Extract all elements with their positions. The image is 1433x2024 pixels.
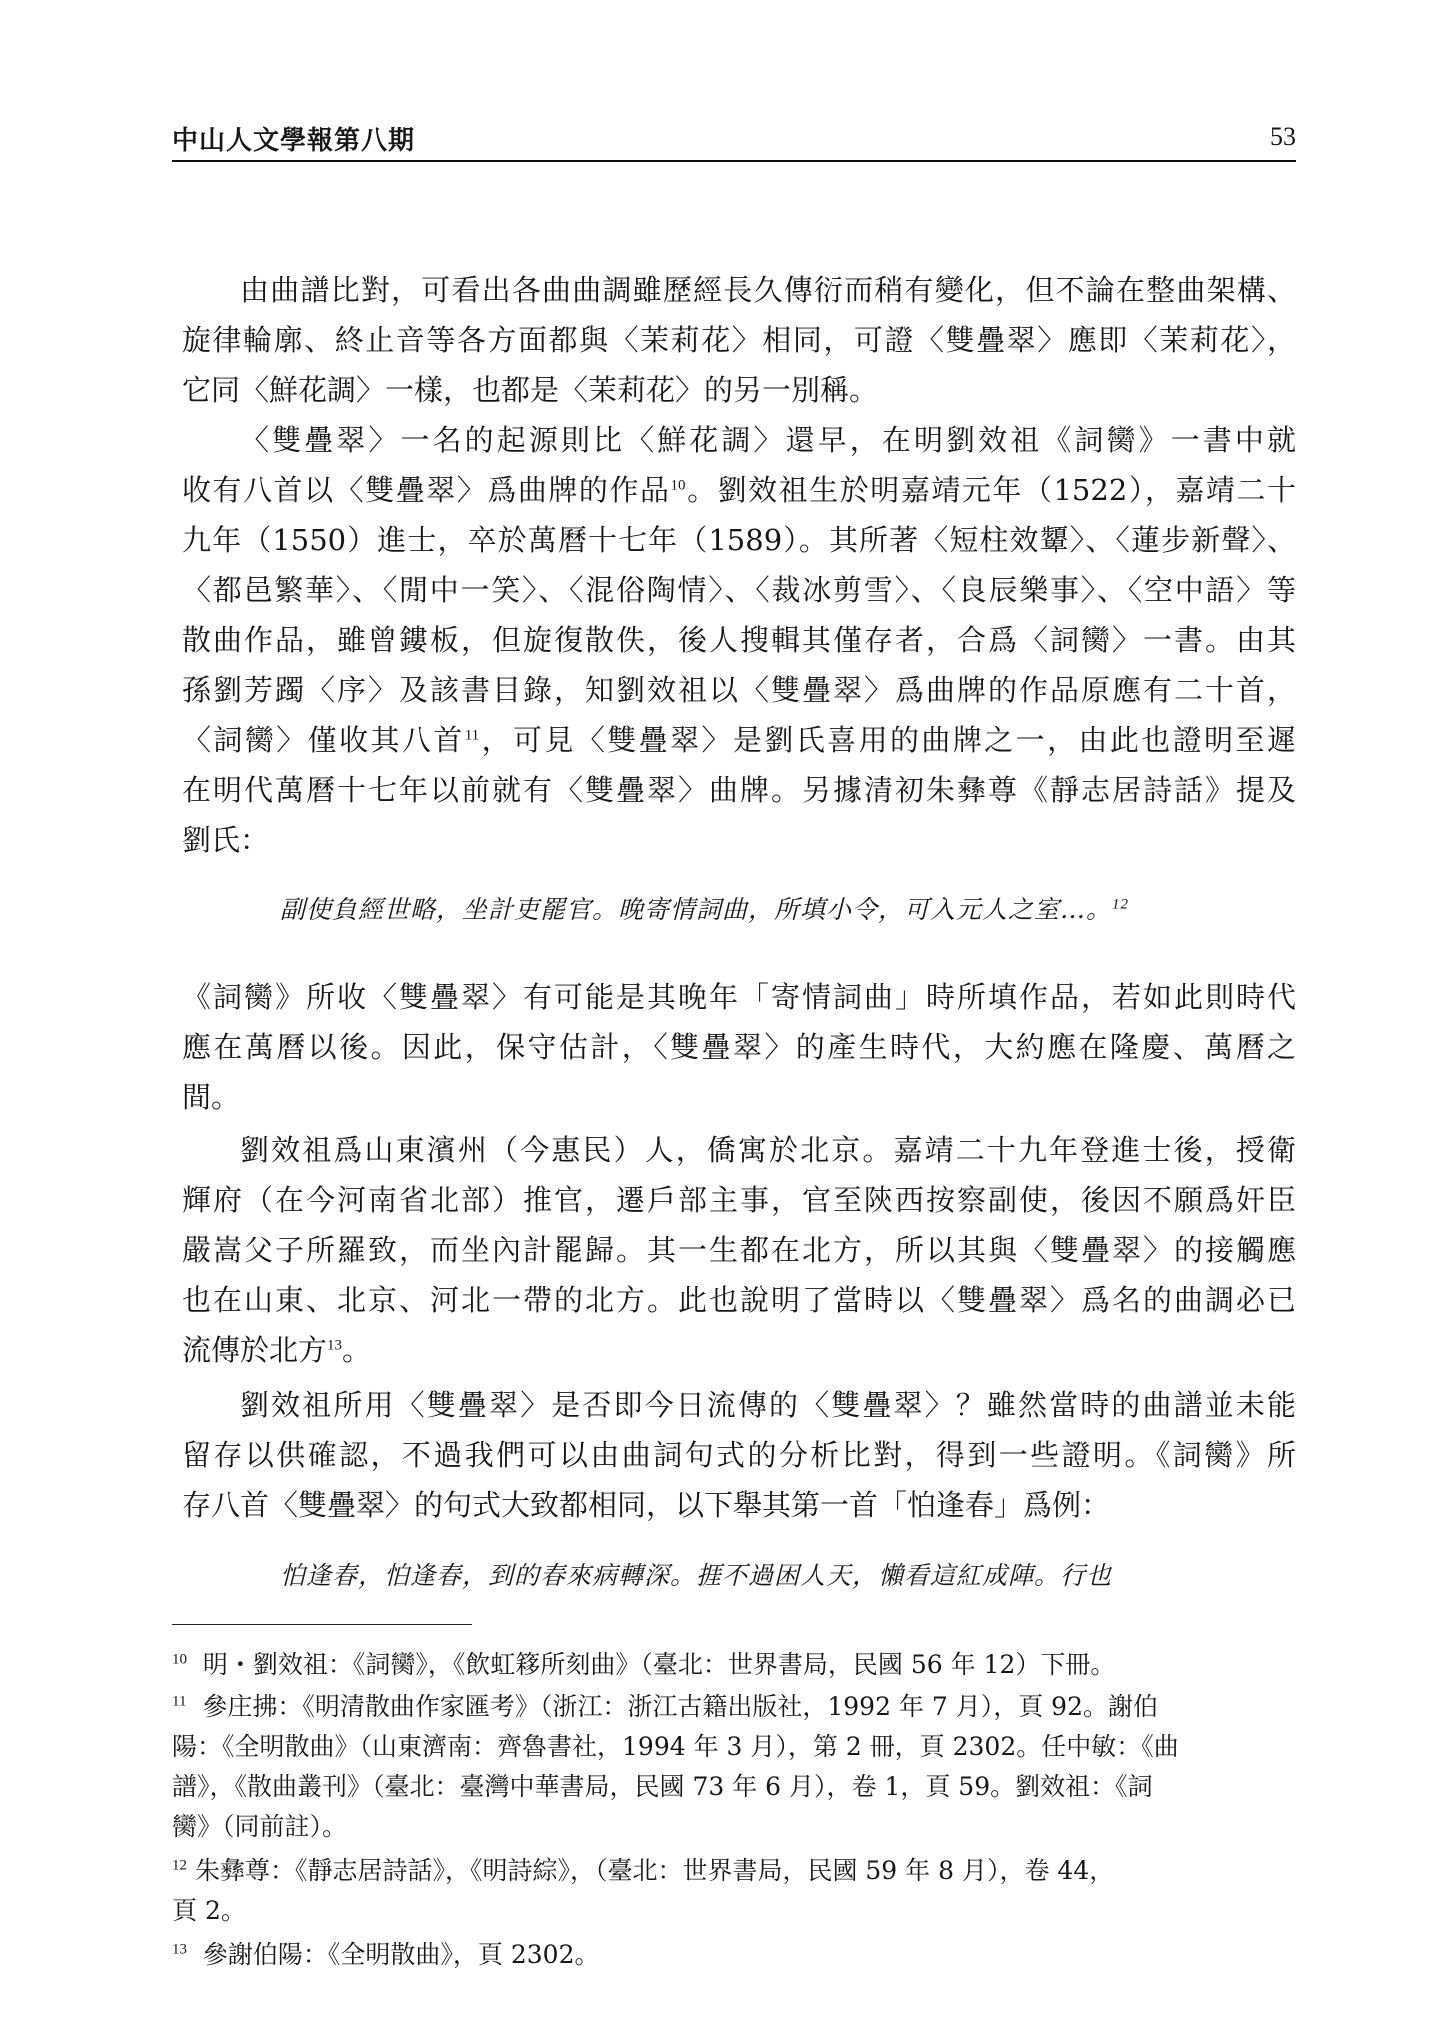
body-line: 留存以供確認，不過我們可以由曲詞句式的分析比對，得到一些證明。《詞臠》所 bbox=[182, 1438, 1296, 1472]
body-line: 〈都邑繁華〉、〈閒中一笑〉、〈混俗陶情〉、〈裁冰剪雪〉、〈良辰樂事〉、〈空中語〉等 bbox=[182, 573, 1296, 607]
footnote-11-line: 臠》（同前註）。 bbox=[172, 1812, 348, 1841]
body-text: 。 bbox=[342, 1333, 372, 1367]
body-line: 它同〈鮮花調〉一樣，也都是〈茉莉花〉的另一別稱。 bbox=[182, 373, 879, 407]
footnote-rule bbox=[172, 1624, 472, 1625]
footnote-12 bbox=[172, 1852, 1296, 1890]
body-text: 〈詞臠〉僅收其八首 bbox=[182, 723, 465, 757]
body-line: 也在山東、北京、河北一帶的北方。此也說明了當時以〈雙疊翠〉爲名的曲調必已 bbox=[182, 1283, 1296, 1317]
body-line bbox=[182, 468, 1296, 512]
body-line: 孫劉芳躅〈序〉及該書目錄，知劉效祖以〈雙疊翠〉爲曲牌的作品原應有二十首， bbox=[182, 673, 1296, 707]
body-line bbox=[182, 718, 1296, 762]
body-line: 劉效祖所用〈雙疊翠〉是否即今日流傳的〈雙疊翠〉？雖然當時的曲譜並未能 bbox=[240, 1388, 1296, 1422]
body-line: 《詞臠》所收〈雙疊翠〉有可能是其晚年「寄情詞曲」時所填作品，若如此則時代 bbox=[182, 980, 1296, 1014]
page-number: 53 bbox=[1270, 122, 1296, 151]
body-line: 由曲譜比對，可看出各曲曲調雖歷經長久傳衍而稍有變化，但不論在整曲架構、 bbox=[240, 273, 1296, 307]
body-line: 劉效祖爲山東濱州（今惠民）人，僑寓於北京。嘉靖二十九年登進士後，授衛 bbox=[240, 1133, 1296, 1167]
footnote-number: 11 bbox=[172, 1693, 187, 1710]
header-rule bbox=[172, 160, 1296, 162]
body-text: 流傳於北方 bbox=[182, 1333, 328, 1367]
footnote-13 bbox=[172, 1936, 1296, 1974]
running-header bbox=[172, 120, 1296, 164]
body-line: 存八首〈雙疊翠〉的句式大致都相同，以下舉其第一首「怕逢春」爲例： bbox=[182, 1488, 1111, 1522]
body-line: 旋律輪廓、終止音等各方面都與〈茉莉花〉相同，可證〈雙疊翠〉應即〈茉莉花〉， bbox=[182, 323, 1296, 357]
footnote-number: 13 bbox=[172, 1941, 187, 1958]
footnote-text: 參謝伯陽：《全明散曲》，頁 2302。 bbox=[202, 1940, 600, 1969]
footnote-text: 明・劉效祖：《詞臠》，《飲虹簃所刻曲》（臺北：世界書局，民國 56 年 12）下冊。 bbox=[202, 1650, 1116, 1679]
footnote-11-line: 譜》，《散曲叢刊》（臺北：臺灣中華書局，民國 73 年 6 月），卷 1，頁 59。劉效祖：《詞 bbox=[172, 1772, 1153, 1801]
footnote-text: 參庄拂：《明清散曲作家匯考》（浙江：浙江古籍出版社，1992 年 7 月），頁 92。謝伯 bbox=[202, 1692, 1158, 1721]
body-line: 嚴嵩父子所羅致，而坐內計罷歸。其一生都在北方，所以其與〈雙疊翠〉的接觸應 bbox=[182, 1233, 1296, 1267]
body-line: 輝府（在今河南省北部）推官，遷戶部主事，官至陝西按察副使，後因不願爲奸臣 bbox=[182, 1183, 1296, 1217]
body-line: 散曲作品，雖曾鏤板，但旋復散佚，後人搜輯其僅存者，合爲〈詞臠〉一書。由其 bbox=[182, 623, 1296, 657]
footnote-11-line: 陽：《全明散曲》（山東濟南：齊魯書社，1994 年 3 月），第 2 冊，頁 2302。任中敏：《曲 bbox=[172, 1732, 1179, 1761]
block-quote: 怕逢春，怕逢春，到的春來病轉深。捱不過困人天，懶看這紅成陣。行也 bbox=[280, 1561, 1113, 1590]
body-line: 〈雙疊翠〉一名的起源則比〈鮮花調〉還早，在明劉效祖《詞臠》一書中就 bbox=[240, 423, 1296, 457]
footnote-ref-12: 12 bbox=[1112, 896, 1130, 913]
body-text: ，可見〈雙疊翠〉是劉氏喜用的曲牌之一，由此也證明至遲 bbox=[479, 723, 1296, 757]
footnote-10 bbox=[172, 1646, 1296, 1684]
body-line: 間。 bbox=[182, 1080, 241, 1114]
footnote-ref-13: 13 bbox=[327, 1337, 343, 1354]
journal-title: 中山人文學報第八期 bbox=[172, 126, 416, 156]
body-line: 應在萬曆以後。因此，保守估計，〈雙疊翠〉的產生時代，大約應在隆慶、萬曆之 bbox=[182, 1030, 1296, 1064]
footnote-11 bbox=[172, 1688, 1296, 1726]
footnote-ref-10: 10 bbox=[670, 477, 686, 494]
footnote-text: 朱彝尊：《靜志居詩話》，《明詩綜》，（臺北：世界書局，民國 59 年 8 月），卷 44， bbox=[194, 1856, 1115, 1885]
footnote-ref-11: 11 bbox=[464, 727, 480, 744]
body-line: 劉氏： bbox=[182, 823, 270, 857]
quote-text: 副使負經世略，坐計吏罷官。晚寄情詞曲，所填小令，可入元人之室…。 bbox=[280, 895, 1113, 924]
block-quote bbox=[280, 890, 1129, 930]
body-text: 收有八首以〈雙疊翠〉爲曲牌的作品 bbox=[182, 473, 671, 507]
footnote-number: 12 bbox=[172, 1857, 187, 1874]
body-text: 。劉效祖生於明嘉靖元年（1522），嘉靖二十 bbox=[685, 473, 1296, 507]
footnote-number: 10 bbox=[172, 1651, 187, 1668]
body-line: 九年（1550）進士，卒於萬曆十七年（1589）。其所著〈短柱效顰〉、〈蓮步新聲〉、 bbox=[182, 523, 1296, 557]
body-line: 在明代萬曆十七年以前就有〈雙疊翠〉曲牌。另據清初朱彝尊《靜志居詩話》提及 bbox=[182, 773, 1296, 807]
footnote-12-line: 頁 2。 bbox=[172, 1896, 246, 1925]
body-line bbox=[182, 1328, 1296, 1372]
